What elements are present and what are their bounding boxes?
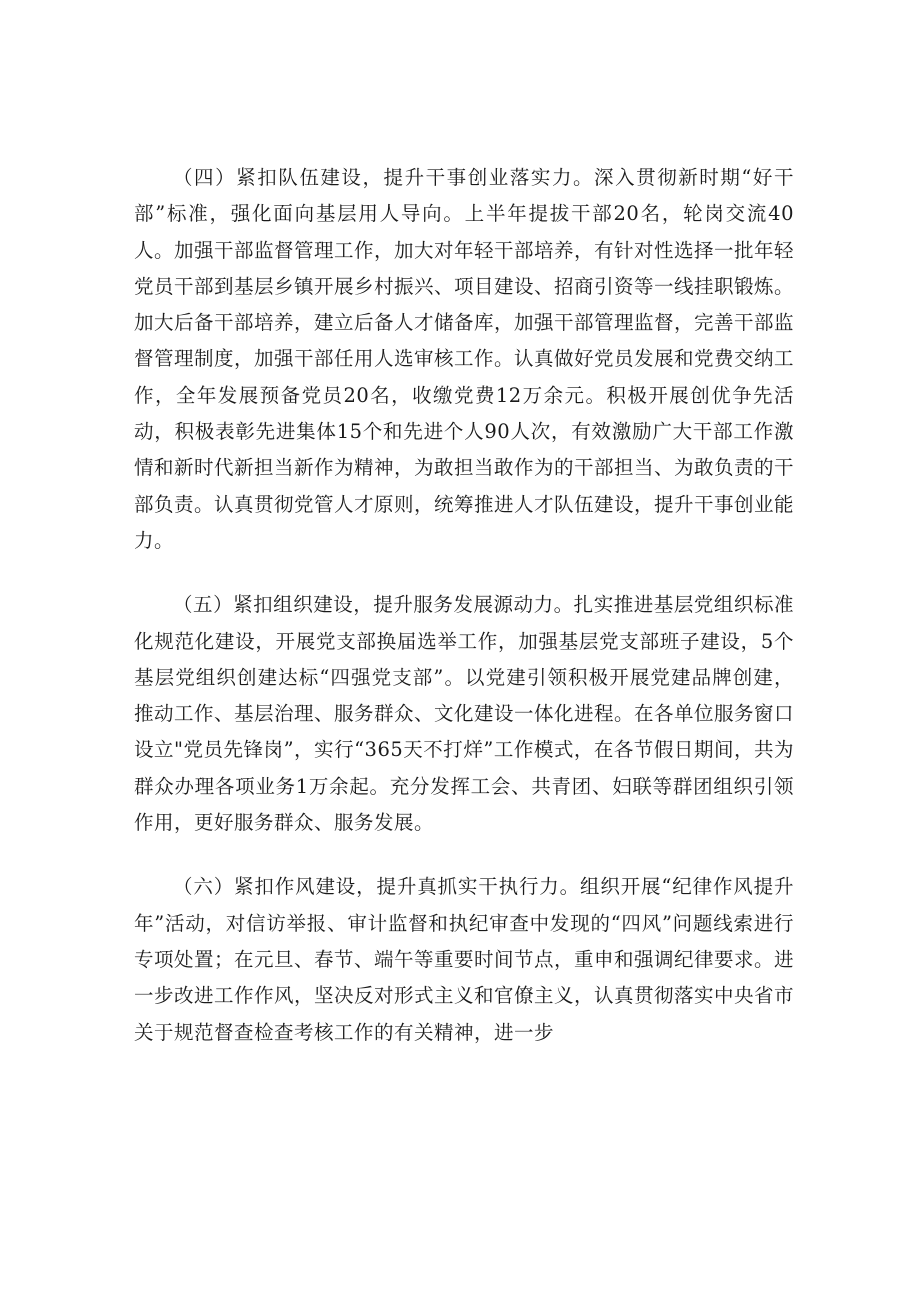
document-body: [134, 160, 794, 1079]
paragraph-work-style-building: （六）紧扣作风建设，提升真抓实干执行力。组织开展“纪律作风提升年”活动，对信访举报、审计监督和执纪审查中发现的“四风”问题线索进行专项处置；在元旦、春节、端午等重要时间节点，重申和强调纪律要求。进一步改进工作作风，坚决反对形式主义和官僚主义，认真贯彻落实中央省市关于规范督查检查考核工作的有关精神，进一步: [134, 875, 795, 1044]
paragraph-team-building: （四）紧扣队伍建设，提升干事创业落实力。深入贯彻新时期“好干部”标准，强化面向基层用人导向。上半年提拔干部20名，轮岗交流40人。加强干部监督管理工作，加大对年轻干部培养，有针对性选择一批年轻党员干部到基层乡镇开展乡村振兴、项目建设、招商引资等一线挂职锻炼。加大后备干部培养，建立后备人才储备库，加强干部管理监督，完善干部监督管理制度，加强干部任用人选审核工作。认真做好党员发展和党费交纳工作，全年发展预备党员20名，收缴党费12万余元。积极开展创优争先活动，积极表彰先进集体15个和先进个人90人次，有效激励广大干部工作激情和新时代新担当新作为精神，为敢担当敢作为的干部担当、为敢负责的干部负责。认真贯彻党管人才原则，统筹推进人才队伍建设，提升干事创业能力。: [134, 166, 795, 552]
paragraph-organization-building: （五）紧扣组织建设，提升服务发展源动力。扎实推进基层党组织标准化规范化建设，开展党支部换届选举工作，加强基层党支部班子建设，5个基层党组织创建达标“四强党支部”。以党建引领积极开展党建品牌创建，推动工作、基层治理、服务群众、文化建设一体化进程。在各单位服务窗口设立"党员先锋岗”，实行“365天不打烊”工作模式，在各节假日期间，共为群众办理各项业务1万余起。充分发挥工会、共青团、妇联等群团组织引领作用，更好服务群众、服务发展。: [134, 593, 795, 835]
